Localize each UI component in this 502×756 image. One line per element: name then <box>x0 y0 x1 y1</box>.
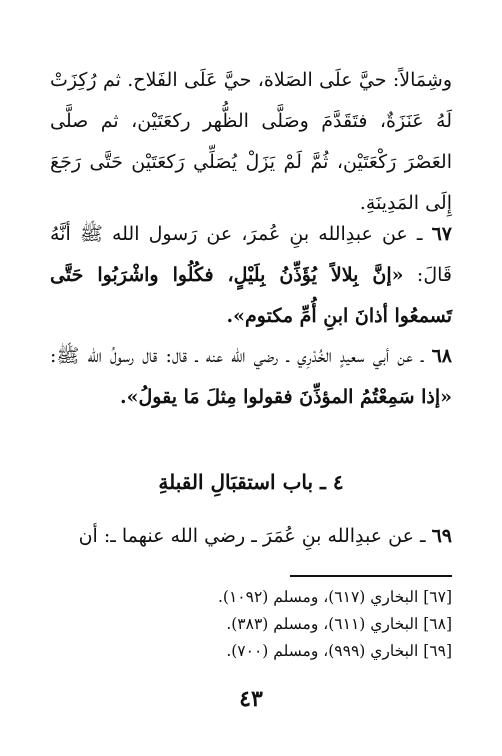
footnote-divider <box>290 575 452 577</box>
footnote-69: [٦٩] البخاري (٩٩٩)، ومسلم (٧٠٠). <box>226 642 452 660</box>
hadith-67 <box>50 214 452 337</box>
footnotes <box>50 584 452 665</box>
hadith-number: ٦٩ <box>431 525 452 547</box>
footnote-68: [٦٨] البخاري (٦١١)، ومسلم (٣٨٣). <box>226 615 452 633</box>
paragraph-continuation <box>50 60 452 224</box>
hadith-quote: «إنَّ بِلالاً يُؤَذِّنُ بِلَيْلٍ، فكُلُوا واشْرَبُوا حَتَّى تَسمعُوا أذانَ ابنِ أُمِّ مكتوم». <box>50 264 452 327</box>
hadith-intro: ـ عن عبدِالله بنِ عُمَرَ ـ رضي الله عنهما ـ: أن <box>78 525 426 547</box>
hadith-intro: ـ عن أبي سعيدٍ الخُدْرِي ـ رضي الله عنه ـ قال: قال رسولُ الله ﷺ: <box>50 345 424 367</box>
hadith-68 <box>50 336 452 418</box>
hadith-number: ٦٧ <box>431 223 453 245</box>
page-number: ٤٣ <box>239 686 263 712</box>
hadith-69 <box>50 516 452 557</box>
chapter-heading: ٤ ـ باب استقبَالِ القبلةِ <box>158 470 344 494</box>
hadith-intro: ـ عن عبدِالله بنِ عُمرَ، عن رَسول الله ﷺ أنَّهُ قَالَ: <box>50 223 452 286</box>
paragraph-continuation-text: وشِمَالاً: حيَّ علَى الصَلاة، حيَّ عَلَى الفَلاح. ثم رُكِزَتْ لَهُ عَنَزَةٌ، فتَقَدَّمَ وصَلَّى الظُّهر ركعَتَيْن، ثم صلَّى العَصْرَ رَكْعَتَيْن، ثُمَّ لَمْ يَزَلْ يُصَلِّي رَكعَتَيْن حَتَّى رَجَعَ إِلَى المَدِينَةِ. <box>50 69 452 214</box>
footnote-67: [٦٧] البخاري (٦١٧)، ومسلم (١٠٩٢). <box>217 588 452 606</box>
hadith-number: ٦٨ <box>431 345 453 367</box>
hadith-quote: «إذا سَمِعْتُمُ المؤذِّنَ فقولوا مِثلَ مَا يقولُ». <box>120 386 452 408</box>
